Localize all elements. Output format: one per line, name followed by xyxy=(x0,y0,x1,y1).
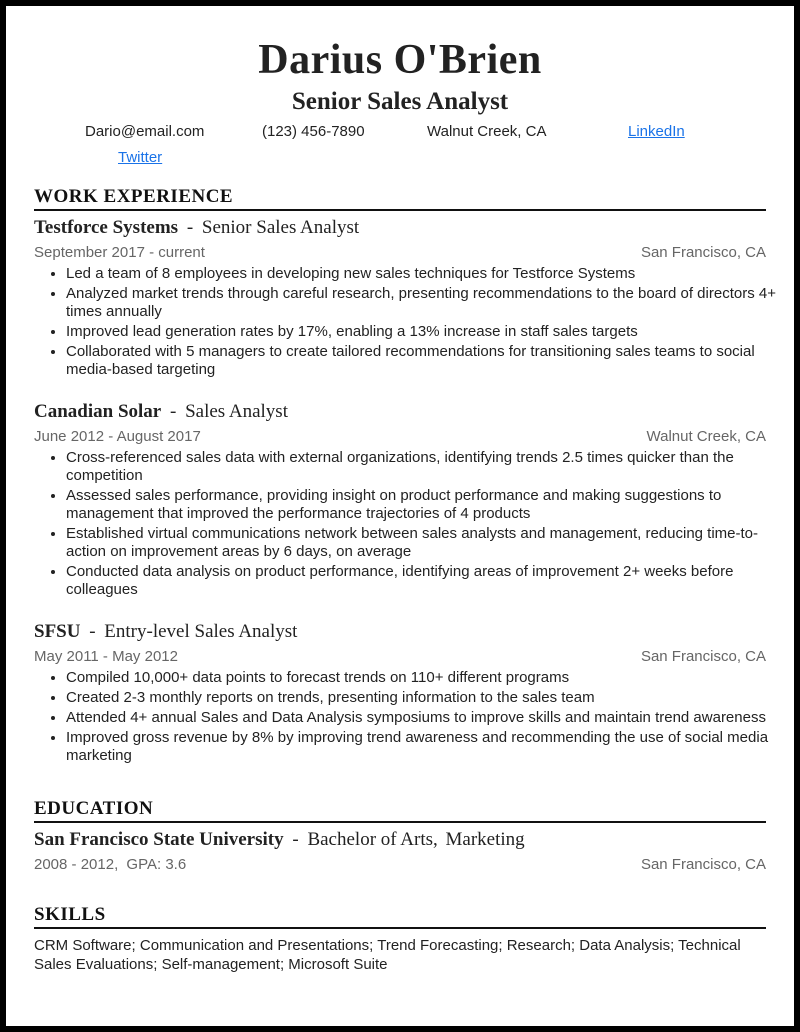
job-location: San Francisco, CA xyxy=(640,648,766,665)
job-bullet: • Collaborated with 5 managers to create tailored recommendations for transitioning sales teams to social media-based targeting xyxy=(66,343,784,379)
job-dates: May 2011 - May 2012 xyxy=(34,648,178,665)
job-bullet: • Improved gross revenue by 8% by improving trend awareness and recommending the use of social media marketing xyxy=(66,729,784,765)
job-company: SFSU xyxy=(34,621,81,642)
job-bullets xyxy=(34,669,784,767)
section-title-education: EDUCATION xyxy=(34,798,766,823)
contact-email: Dario@email.com xyxy=(85,123,205,140)
education-heading xyxy=(34,829,525,851)
education-separator: - xyxy=(292,829,299,850)
job-bullet: • Created 2-3 monthly reports on trends, presenting information to the sales team xyxy=(66,689,784,707)
education-field: Marketing xyxy=(445,829,525,850)
job-bullet: • Cross-referenced sales data with external organizations, identifying trends 2.5 times quicker than the competition xyxy=(66,449,784,485)
education-gpa: GPA: 3.6 xyxy=(126,856,187,873)
job-role: Entry-level Sales Analyst xyxy=(104,621,298,642)
job-company: Canadian Solar xyxy=(34,401,162,422)
job-bullet: • Analyzed market trends through careful research, presenting recommendations to the board of directors 4+ times annually xyxy=(66,285,784,321)
job-heading xyxy=(34,621,297,643)
section-title-skills: SKILLS xyxy=(34,904,766,929)
job-dates: June 2012 - August 2017 xyxy=(34,428,201,445)
candidate-name: Darius O'Brien xyxy=(258,37,542,83)
job-heading xyxy=(34,217,359,239)
job-location: Walnut Creek, CA xyxy=(646,428,766,445)
twitter-link[interactable]: Twitter xyxy=(118,149,163,166)
job-meta-row xyxy=(34,428,766,445)
education-location: San Francisco, CA xyxy=(640,856,766,873)
job-separator: - xyxy=(89,621,96,642)
linkedin-link[interactable]: LinkedIn xyxy=(628,123,685,140)
section-title-work-experience: WORK EXPERIENCE xyxy=(34,186,766,211)
skills-text: CRM Software; Communication and Presentations; Trend Forecasting; Research; Data Analysis; Technical Sales Evaluations; Self-management; Microsoft Suite xyxy=(34,937,741,973)
education-degree: Bachelor of Arts, xyxy=(307,829,438,850)
job-heading xyxy=(34,401,288,423)
job-meta-row xyxy=(34,244,766,261)
job-bullet: • Compiled 10,000+ data points to forecast trends on 110+ different programs xyxy=(66,669,784,687)
contact-location: Walnut Creek, CA xyxy=(427,123,547,140)
job-bullet: • Improved lead generation rates by 17%, enabling a 13% increase in staff sales targets xyxy=(66,323,784,341)
job-role: Sales Analyst xyxy=(185,401,288,422)
job-bullets xyxy=(34,265,784,381)
job-bullet: • Established virtual communications network between sales analysts and management, reducing time-to-action on improvement areas by 6 days, on average xyxy=(66,525,784,561)
contact-phone: (123) 456-7890 xyxy=(262,123,365,140)
job-separator: - xyxy=(186,217,194,238)
job-separator: - xyxy=(169,401,177,422)
job-location: San Francisco, CA xyxy=(640,244,766,261)
education-meta-row xyxy=(34,856,766,873)
job-role: Senior Sales Analyst xyxy=(201,217,360,238)
job-dates: September 2017 - current xyxy=(34,244,205,261)
job-bullet: • Assessed sales performance, providing insight on product performance and making suggestions to management that improved the performance trajectories of 4 products xyxy=(66,487,784,523)
job-bullet: • Conducted data analysis on product performance, identifying areas of improvement 2+ weeks before colleagues xyxy=(66,563,784,599)
job-meta-row xyxy=(34,648,766,665)
resume-page xyxy=(6,6,794,1026)
job-company: Testforce Systems xyxy=(34,217,179,238)
job-bullets xyxy=(34,449,784,601)
job-bullet: • Attended 4+ annual Sales and Data Analysis symposiums to improve skills and maintain trend awareness xyxy=(66,709,784,727)
education-years: 2008 - 2012, xyxy=(34,856,119,873)
job-bullet: • Led a team of 8 employees in developing new sales techniques for Testforce Systems xyxy=(66,265,784,283)
education-school: San Francisco State University xyxy=(34,829,284,850)
candidate-headline: Senior Sales Analyst xyxy=(291,88,509,115)
